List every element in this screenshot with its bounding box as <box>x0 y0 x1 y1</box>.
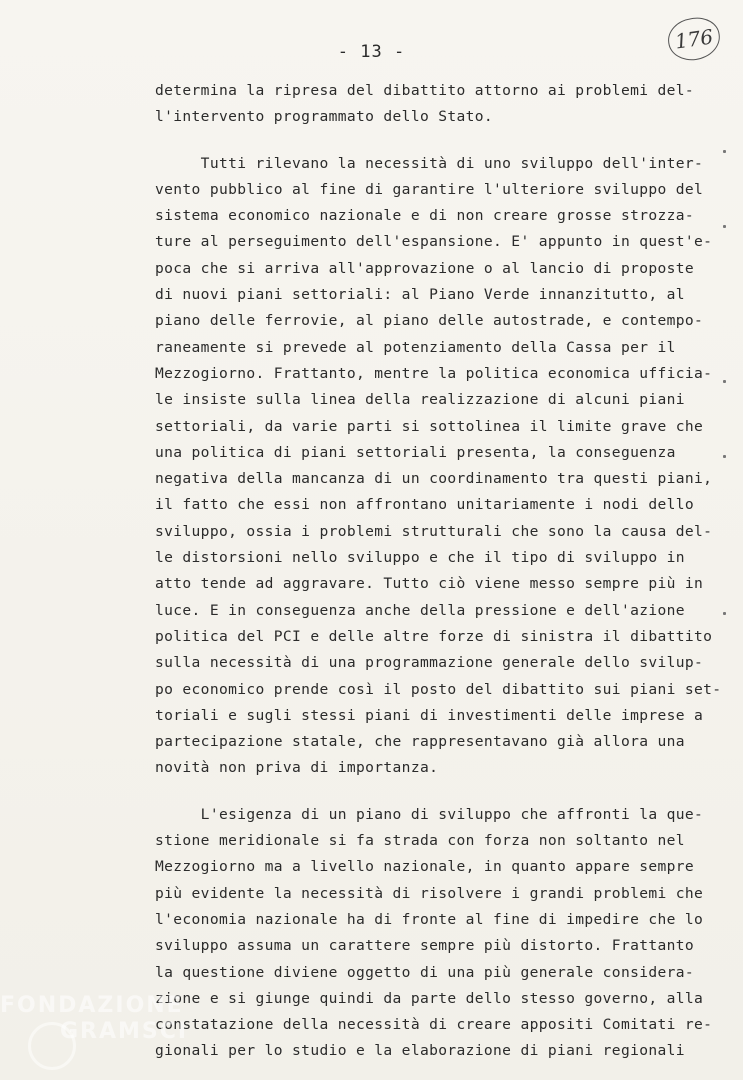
text-line: le distorsioni nello sviluppo e che il tipo di sviluppo in <box>155 549 685 567</box>
paragraph <box>155 802 715 1065</box>
text-line: luce. E in conseguenza anche della pressione e dell'azione <box>155 601 685 619</box>
text-line: L'esigenza di un piano di sviluppo che affronti la que- <box>155 805 704 823</box>
text-line: di nuovi piani settoriali: al Piano Verde innanzitutto, al <box>155 286 685 304</box>
text-line: sviluppo, ossia i problemi strutturali che sono la causa del- <box>155 522 713 540</box>
text-line: settoriali, da varie parti si sottolinea il limite grave che <box>155 417 704 435</box>
text-line: poca che si arriva all'approvazione o al lancio di proposte <box>155 259 695 277</box>
archive-number-stamp: 176 <box>665 15 722 64</box>
text-line: atto tende ad aggravare. Tutto ciò viene messo sempre più in <box>155 575 704 593</box>
text-line: ture al perseguimento dell'espansione. E' appunto in quest'e- <box>155 233 713 251</box>
margin-mark <box>723 455 726 458</box>
text-line: sistema economico nazionale e di non creare grosse strozza- <box>155 207 695 225</box>
text-line: vento pubblico al fine di garantire l'ulteriore sviluppo del <box>155 180 704 198</box>
text-line: Mezzogiorno. Frattanto, mentre la politica economica ufficia- <box>155 364 713 382</box>
text-line: constatazione della necessità di creare appositi Comitati re- <box>155 1016 713 1034</box>
text-line: una politica di piani settoriali presenta, la conseguenza <box>155 443 676 461</box>
text-line: piano delle ferrovie, al piano delle autostrade, e contempo- <box>155 312 704 330</box>
text-line: politica del PCI e delle altre forze di sinistra il dibattito <box>155 627 713 645</box>
margin-mark <box>723 380 726 383</box>
text-line: sviluppo assuma un carattere sempre più distorto. Frattanto <box>155 937 695 955</box>
text-line: zione e si giunge quindi da parte dello stesso governo, alla <box>155 989 704 1007</box>
text-line: gionali per lo studio e la elaborazione di piani regionali <box>155 1042 685 1060</box>
text-line: Tutti rilevano la necessità di uno sviluppo dell'inter- <box>155 154 704 172</box>
text-line: l'economia nazionale ha di fronte al fine di impedire che lo <box>155 910 704 928</box>
paragraph <box>155 151 722 782</box>
text-line: il fatto che essi non affrontano unitariamente i nodi dello <box>155 496 695 514</box>
text-line: novità non priva di importanza. <box>155 759 439 777</box>
body-text <box>155 78 722 1065</box>
text-line: partecipazione statale, che rappresentavano già allora una <box>155 733 685 751</box>
margin-mark <box>723 225 726 228</box>
text-line: po economico prende così il posto del dibattito sui piani set- <box>155 680 722 698</box>
watermark-line-1: FONDAZIONE <box>0 993 184 1018</box>
watermark <box>0 995 200 1075</box>
margin-mark <box>723 612 726 615</box>
paragraph <box>155 78 715 131</box>
text-line: negativa della mancanza di un coordinamento tra questi piani, <box>155 470 713 488</box>
text-line: la questione diviene oggetto di una più generale considera- <box>155 963 695 981</box>
page-number: - 13 - <box>337 42 406 62</box>
margin-mark <box>723 150 726 153</box>
watermark-line-2: GRAMSCI <box>60 1019 189 1044</box>
text-line: sulla necessità di una programmazione generale dello svilup- <box>155 654 704 672</box>
text-line: stione meridionale si fa strada con forza non soltanto nel <box>155 832 685 850</box>
text-line: determina la ripresa del dibattito attorno ai problemi del- <box>155 82 695 99</box>
text-line: toriali e sugli stessi piani di investimenti delle imprese a <box>155 706 704 724</box>
text-line: le insiste sulla linea della realizzazione di alcuni piani <box>155 391 685 409</box>
text-line: raneamente si prevede al potenziamento della Cassa per il <box>155 338 676 356</box>
text-line: Mezzogiorno ma a livello nazionale, in quanto appare sempre <box>155 858 695 876</box>
text-line: più evidente la necessità di risolvere i grandi problemi che <box>155 884 704 902</box>
text-line: l'intervento programmato dello Stato. <box>155 108 494 126</box>
